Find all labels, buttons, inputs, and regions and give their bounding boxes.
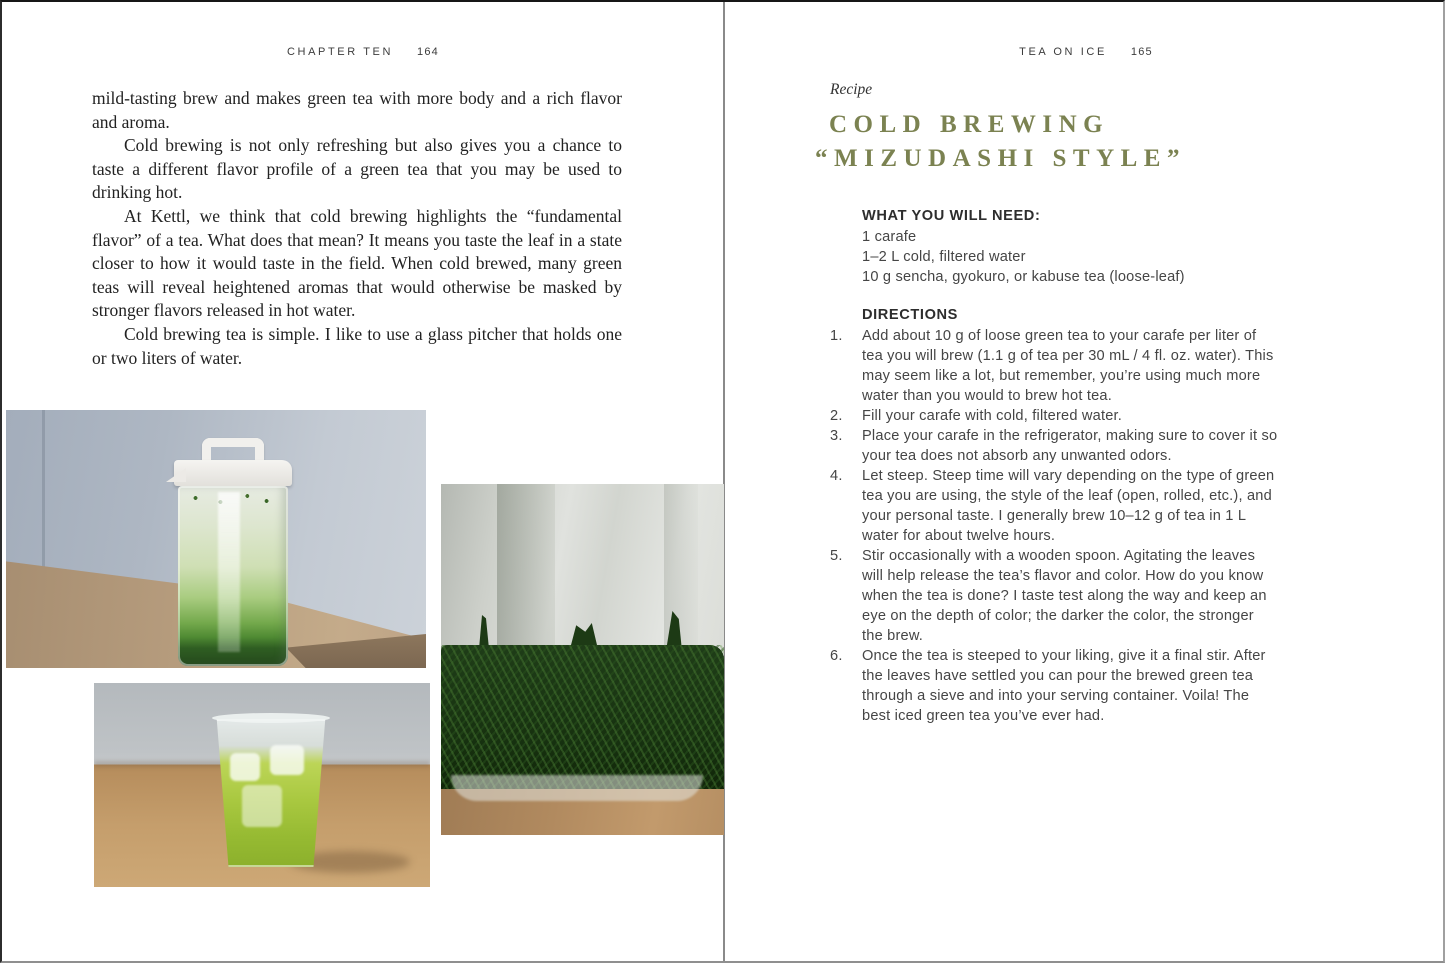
glass-pitcher [174, 438, 292, 668]
glass-highlight [218, 492, 240, 652]
paragraph: mild-tasting brew and makes green tea with more body and a rich flavor and aroma. [92, 88, 622, 132]
step-number: 3. [830, 428, 843, 444]
direction-step [830, 406, 1278, 426]
paragraph: Cold brewing tea is simple. I like to use a glass pitcher that holds one or two liters of water. [92, 323, 622, 368]
right-running-head [725, 46, 1445, 58]
direction-step [830, 326, 1278, 406]
pitcher-lid [174, 460, 292, 486]
recipe-title [815, 108, 1186, 176]
step-text: Stir occasionally with a wooden spoon. Agitating the leaves will help release the tea’s flavor and color. How do you know when the tea is done? I taste test along the way and keep an eye on the depth of color; the darker the color, the stronger the brew. [862, 548, 1267, 644]
step-text: Once the tea is steeped to your liking, give it a final stir. After the leaves have settled you can pour the brewed green tea through a sieve and into your serving container. Voila! The best iced green tea you’ve ever had. [862, 648, 1266, 724]
jar-bottom-edge [451, 775, 703, 801]
right-chapter-title: TEA ON ICE [1019, 46, 1107, 58]
step-number: 1. [830, 328, 843, 344]
step-text: Fill your carafe with cold, filtered water. [862, 408, 1123, 424]
leaf-tuft [571, 623, 597, 645]
directions-heading: DIRECTIONS [862, 307, 958, 323]
pitcher-body-green-tea [178, 486, 288, 666]
direction-step [830, 426, 1278, 466]
ingredients-heading: WHAT YOU WILL NEED: [862, 208, 1041, 224]
photo-leaves-in-jar [441, 484, 724, 835]
direction-step [830, 646, 1278, 726]
step-number: 5. [830, 548, 843, 564]
recipe-title-line2: “MIZUDASHI STYLE” [815, 145, 1186, 172]
left-body-text [92, 87, 622, 370]
ingredient-item: 10 g sencha, gyokuro, or kabuse tea (loose-leaf) [862, 269, 1185, 285]
directions-list [830, 326, 1278, 726]
wall-seam [42, 410, 45, 580]
recipe-title-line1: COLD BREWING [829, 111, 1110, 138]
glass-rim [212, 713, 330, 723]
paragraph: At Kettl, we think that cold brewing highlights the “fundamental flavor” of a tea. What does that mean? It means you taste the leaf in a state closer to how it would taste in the field. When cold brewed, many green teas will reveal heightened aromas that would otherwise be masked by stronger flavors released in hot water. [92, 205, 622, 321]
left-page-number: 164 [417, 46, 439, 58]
step-text: Let steep. Steep time will vary depending on the type of green tea you are using, the style of the leaf (open, rolled, etc.), and your personal taste. I generally brew 10–12 g of tea in 1 L water for about twelve hours. [862, 468, 1275, 544]
step-text: Place your carafe in the refrigerator, making sure to cover it so your tea does not absorb any unwanted odors. [862, 428, 1278, 464]
ice-cube [270, 745, 304, 775]
glass-of-green-tea [212, 719, 330, 867]
leaf-tuft [479, 615, 489, 649]
ice-cube [230, 753, 260, 781]
right-page-number: 165 [1130, 46, 1153, 58]
ice-cube [242, 785, 282, 827]
photo-pitcher-on-table [6, 410, 426, 668]
step-number: 6. [830, 648, 843, 664]
step-number: 2. [830, 408, 843, 424]
photo-iced-green-tea-glass [94, 683, 430, 887]
paragraph: Cold brewing is not only refreshing but also gives you a chance to taste a different flavor profile of a green tea that you may be used to drinking hot. [92, 135, 622, 203]
step-text: Add about 10 g of loose green tea to your carafe per liter of tea you will brew (1.1 g of tea per 30 mL / 4 fl. oz. water). This may seem like a lot, but remember, you’re using much more water than you would to brew hot tea. [862, 328, 1274, 404]
ingredients-section [862, 206, 1282, 287]
direction-step [830, 546, 1278, 646]
direction-step [830, 466, 1278, 546]
ingredient-item: 1 carafe [862, 229, 917, 245]
recipe-label: Recipe [830, 81, 873, 98]
left-chapter-title: CHAPTER TEN [287, 46, 394, 58]
step-number: 4. [830, 468, 843, 484]
left-running-head [2, 46, 724, 58]
directions-section [830, 305, 1278, 726]
settled-tea-leaves [441, 645, 724, 793]
ingredient-item: 1–2 L cold, filtered water [862, 249, 1026, 265]
